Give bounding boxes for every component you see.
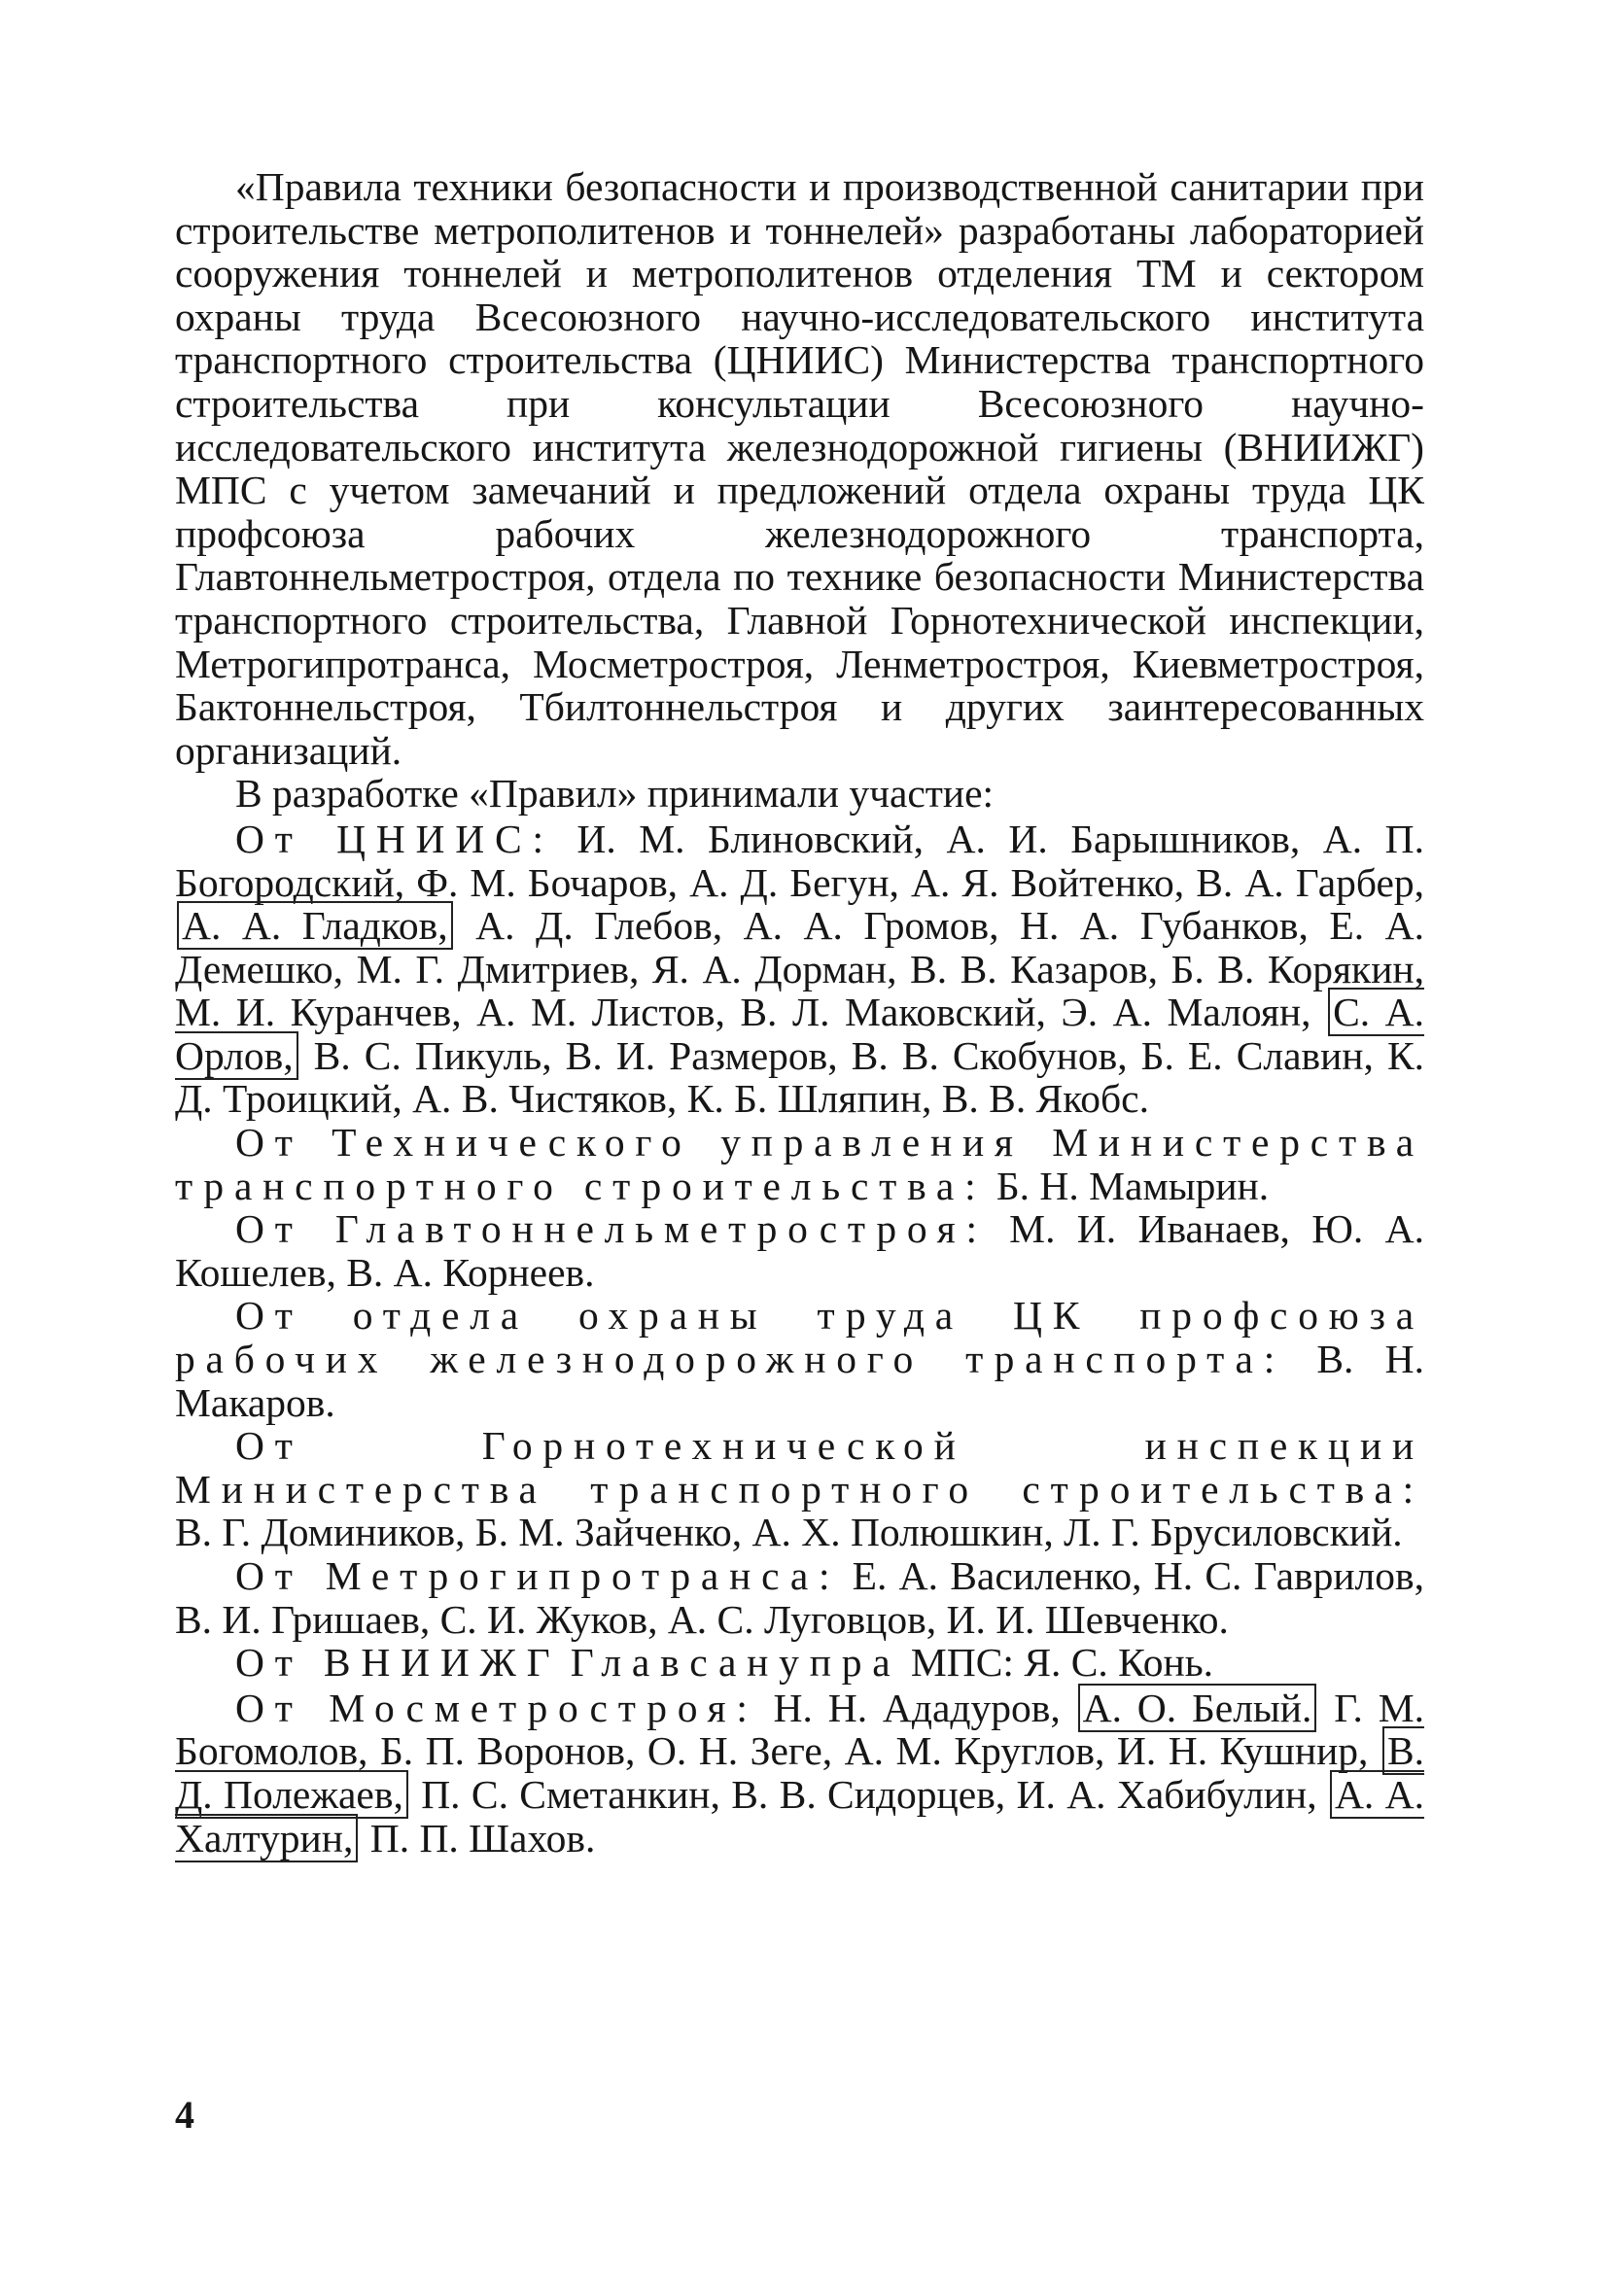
metrogip-paragraph (175, 1554, 1424, 1641)
page-number: 4 (175, 2093, 194, 2137)
gorno-names: В. Г. Домиников, Б. М. Зайченко, А. Х. Полюшкин, Л. Г. Брусиловский. (175, 1510, 1403, 1555)
mosmetro-names-1: Н. Н. Ададуров, (773, 1685, 1061, 1730)
participants-heading: В разработке «Правил» принимали участие: (235, 771, 995, 817)
mosmetro-names-4: П. П. Шахов. (369, 1815, 596, 1861)
gorno-label: От Горнотехнической инспекции Министерства транспортного строительства: (175, 1423, 1424, 1512)
labor-dept-label: От отдела охраны труда ЦК профсоюза рабочих железнодорожного транспорта: (175, 1293, 1424, 1382)
mosmetro-boxed-name-2: В. Д. Полежаев, (175, 1728, 1424, 1817)
intro-paragraph: «Правила техники безопасности и производственной санитарии при строительстве метрополитенов и тоннелей» разработаны лабораторией сооружения тоннелей и метрополитенов отделения ТМ и сектором охраны труда Всесоюзного научно-исследовательского института транспортного строительства (ЦНИИС) Министерства транспортного строительства при консультации Всесоюзного научно-исследовательского института железнодорожной гигиены (ВНИИЖГ) МПС с учетом замечаний и предложений отдела охраны труда ЦК профсоюза рабочих железнодорожного транспорта, Главтоннельметростроя, отдела по технике безопасности Министерства транспортного строительства, Главной Горнотехнической инспекции, Метрогипротранса, Мосметростроя, Ленметростроя, Киевметростроя, Бактоннельстроя, Тбилтоннельстроя и других заинтересованных организаций. (175, 164, 1424, 773)
glavtonnel-names: М. И. Иванаев, Ю. А. Кошелев, В. А. Корнеев. (175, 1206, 1424, 1295)
mosmetro-label: От Мосметростроя: (235, 1685, 758, 1730)
mosmetro-boxed-name-1: А. О. Белый. (1078, 1684, 1317, 1732)
vniizhg-names: Я. С. Конь. (1024, 1640, 1214, 1686)
mosmetro-names-3: П. С. Сметанкин, В. В. Сидорцев, И. А. Хабибулин, (421, 1771, 1317, 1817)
cniis-names-3: В. С. Пикуль, В. И. Размеров, В. В. Скобунов, Б. Е. Славин, К. Д. Троицкий, А. В. Чистяков, К. Б. Шляпин, В. В. Якобс. (175, 1032, 1424, 1122)
mosmetro-names-2: Г. М. Богомолов, Б. П. Воронов, О. Н. Зеге, А. М. Круглов, И. Н. Кушнир, (175, 1685, 1425, 1774)
mosmetro-paragraph (175, 1687, 1424, 1860)
glavtonnel-paragraph (175, 1207, 1424, 1294)
cniis-label: От ЦНИИС: (235, 816, 554, 861)
cniis-paragraph (175, 818, 1424, 1121)
cniis-boxed-name-1: А. А. Гладков, (177, 901, 453, 950)
vniizhg-label-b: Главсанупра (570, 1640, 901, 1686)
vniizhg-paragraph (175, 1641, 1424, 1685)
labor-dept-paragraph (175, 1294, 1424, 1424)
cniis-names-1: И. М. Блиновский, А. И. Барышников, А. П. Богородский, Ф. М. Бочаров, А. Д. Бегун, А. Я. Войтенко, В. А. Гарбер, (175, 816, 1425, 905)
tech-dept-paragraph (175, 1121, 1424, 1207)
document-page (175, 165, 1424, 1860)
gorno-paragraph (175, 1424, 1424, 1554)
vniizhg-label-a: От ВНИИЖГ (235, 1640, 561, 1686)
glavtonnel-label: От Главтоннельметростроя: (235, 1206, 988, 1252)
metrogip-names: Е. А. Василенко, Н. С. Гаврилов, В. И. Гришаев, С. И. Жуков, А. С. Луговцов, И. И. Шевченко. (175, 1553, 1424, 1642)
cniis-names-2: А. Д. Глебов, А. А. Громов, Н. А. Губанков, Е. А. Демешко, М. Г. Дмитриев, Я. А. Дорман, В. В. Казаров, Б. В. Корякин, М. И. Куранчев, А. М. Листов, В. Л. Маковский, Э. А. Малоян, (175, 903, 1424, 1035)
cniis-boxed-name-2: С. А. Орлов, (175, 990, 1424, 1078)
tech-dept-names: Б. Н. Мамырин. (996, 1163, 1270, 1208)
metrogip-label: От Метрогипротранса: (235, 1553, 841, 1598)
mosmetro-boxed-name-3: А. А. Халтурин, (175, 1771, 1424, 1861)
labor-dept-names: В. Н. Макаров. (175, 1337, 1424, 1425)
vniizhg-label-c: МПС: (910, 1640, 1014, 1686)
tech-dept-label: От Технического управления Министерства транспортного строительства: (175, 1120, 1424, 1208)
